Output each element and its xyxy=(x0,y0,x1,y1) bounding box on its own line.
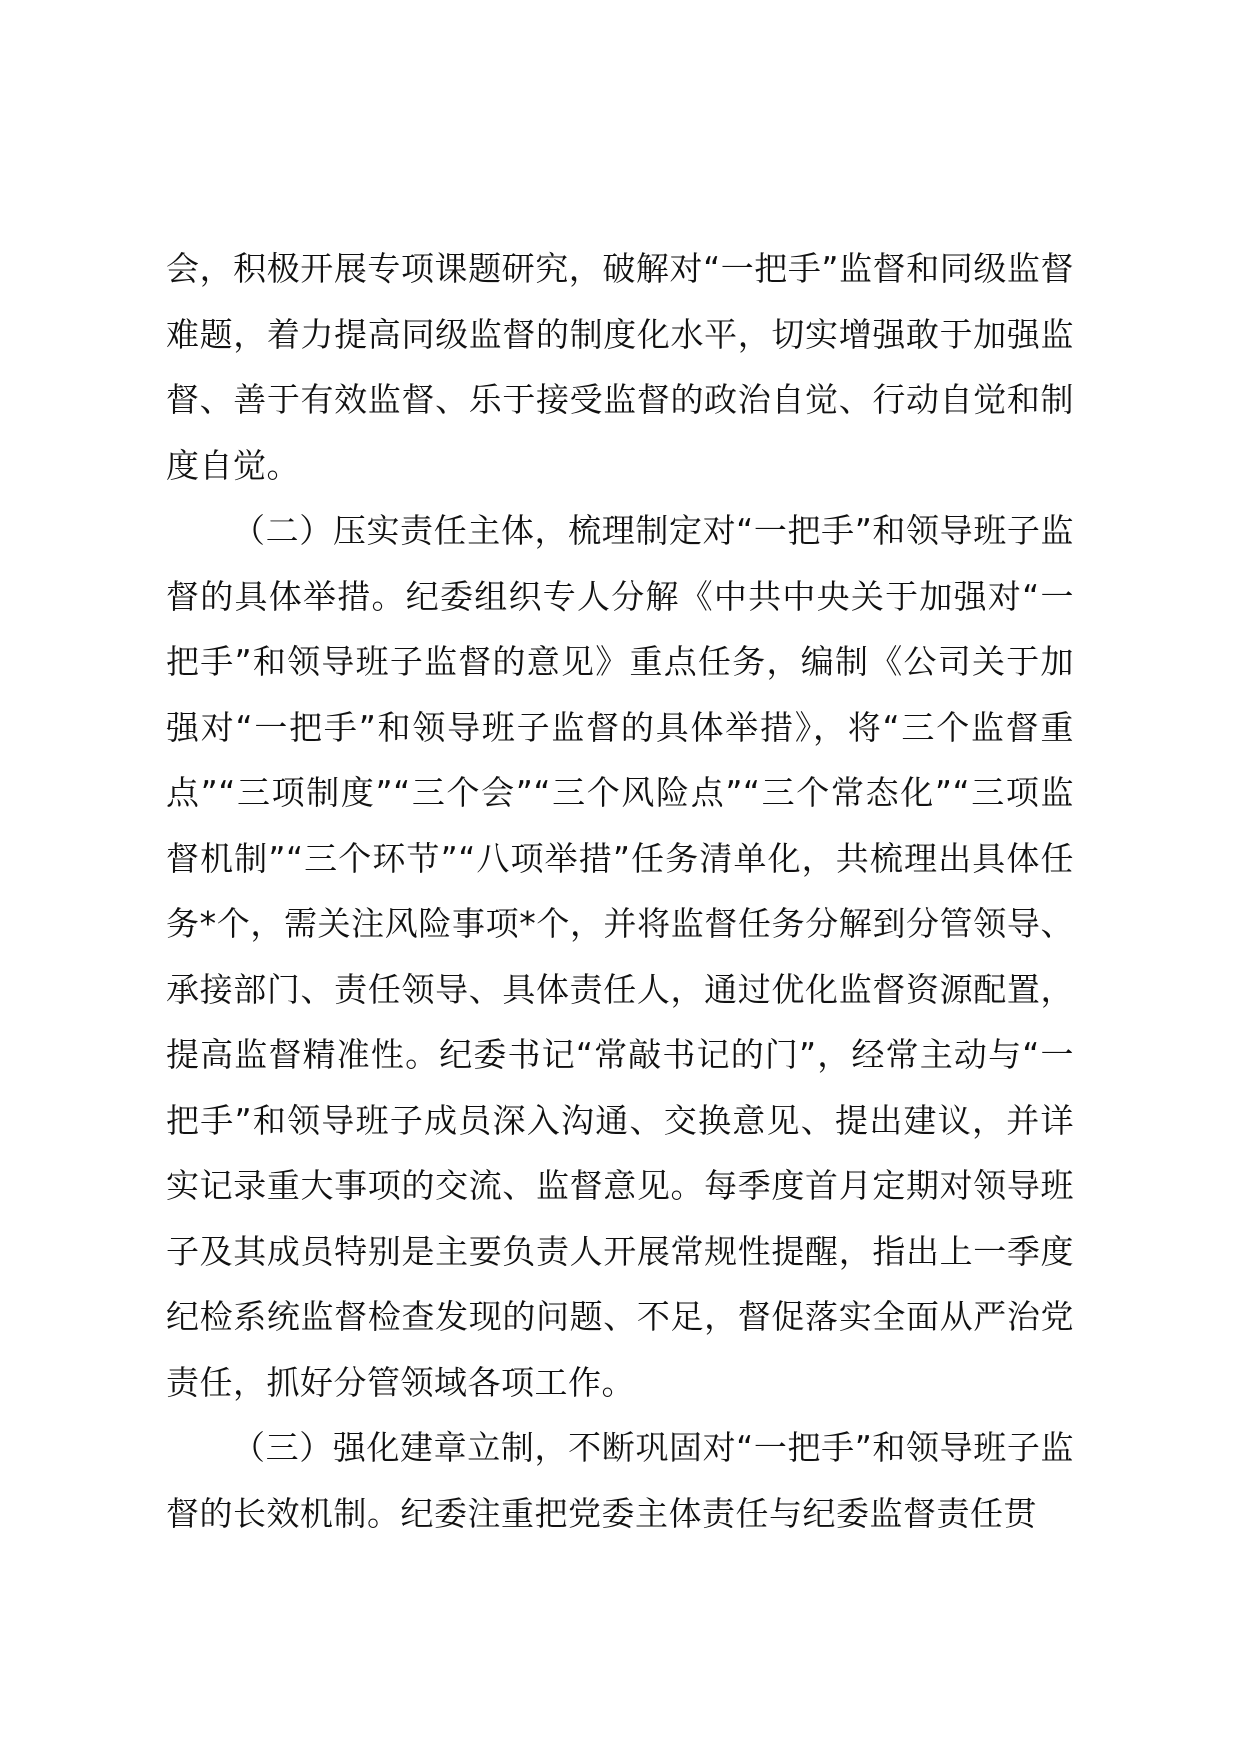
paragraph-section-three: （三）强化建章立制，不断巩固对“一把手”和领导班子监督的长效机制。纪委注重把党委主体责任与纪委监督责任贯 xyxy=(166,1428,1074,1533)
document-body xyxy=(166,236,1074,1546)
paragraph-continuation: 会，积极开展专项课题研究，破解对“一把手”监督和同级监督难题，着力提高同级监督的制度化水平，切实增强敢于加强监督、善于有效监督、乐于接受监督的政治自觉、行动自觉和制度自觉。 xyxy=(166,249,1074,485)
paragraph-section-two: （二）压实责任主体，梳理制定对“一把手”和领导班子监督的具体举措。纪委组织专人分解《中共中央关于加强对“一把手”和领导班子监督的意见》重点任务，编制《公司关于加强对“一把手”和领导班子监督的具体举措》，将“三个监督重点”“三项制度”“三个会”“三个风险点”“三个常态化”“三项监督机制”“三个环节”“八项举措”任务清单化，共梳理出具体任务*个，需关注风险事项*个，并将监督任务分解到分管领导、承接部门、责任领导、具体责任人，通过优化监督资源配置，提高监督精准性。纪委书记“常敲书记的门”，经常主动与“一把手”和领导班子成员深入沟通、交换意见、提出建议，并详实记录重大事项的交流、监督意见。每季度首月定期对领导班子及其成员特别是主要负责人开展常规性提醒，指出上一季度纪检系统监督检查发现的问题、不足，督促落实全面从严治党责任，抓好分管领域各项工作。 xyxy=(166,511,1074,1402)
